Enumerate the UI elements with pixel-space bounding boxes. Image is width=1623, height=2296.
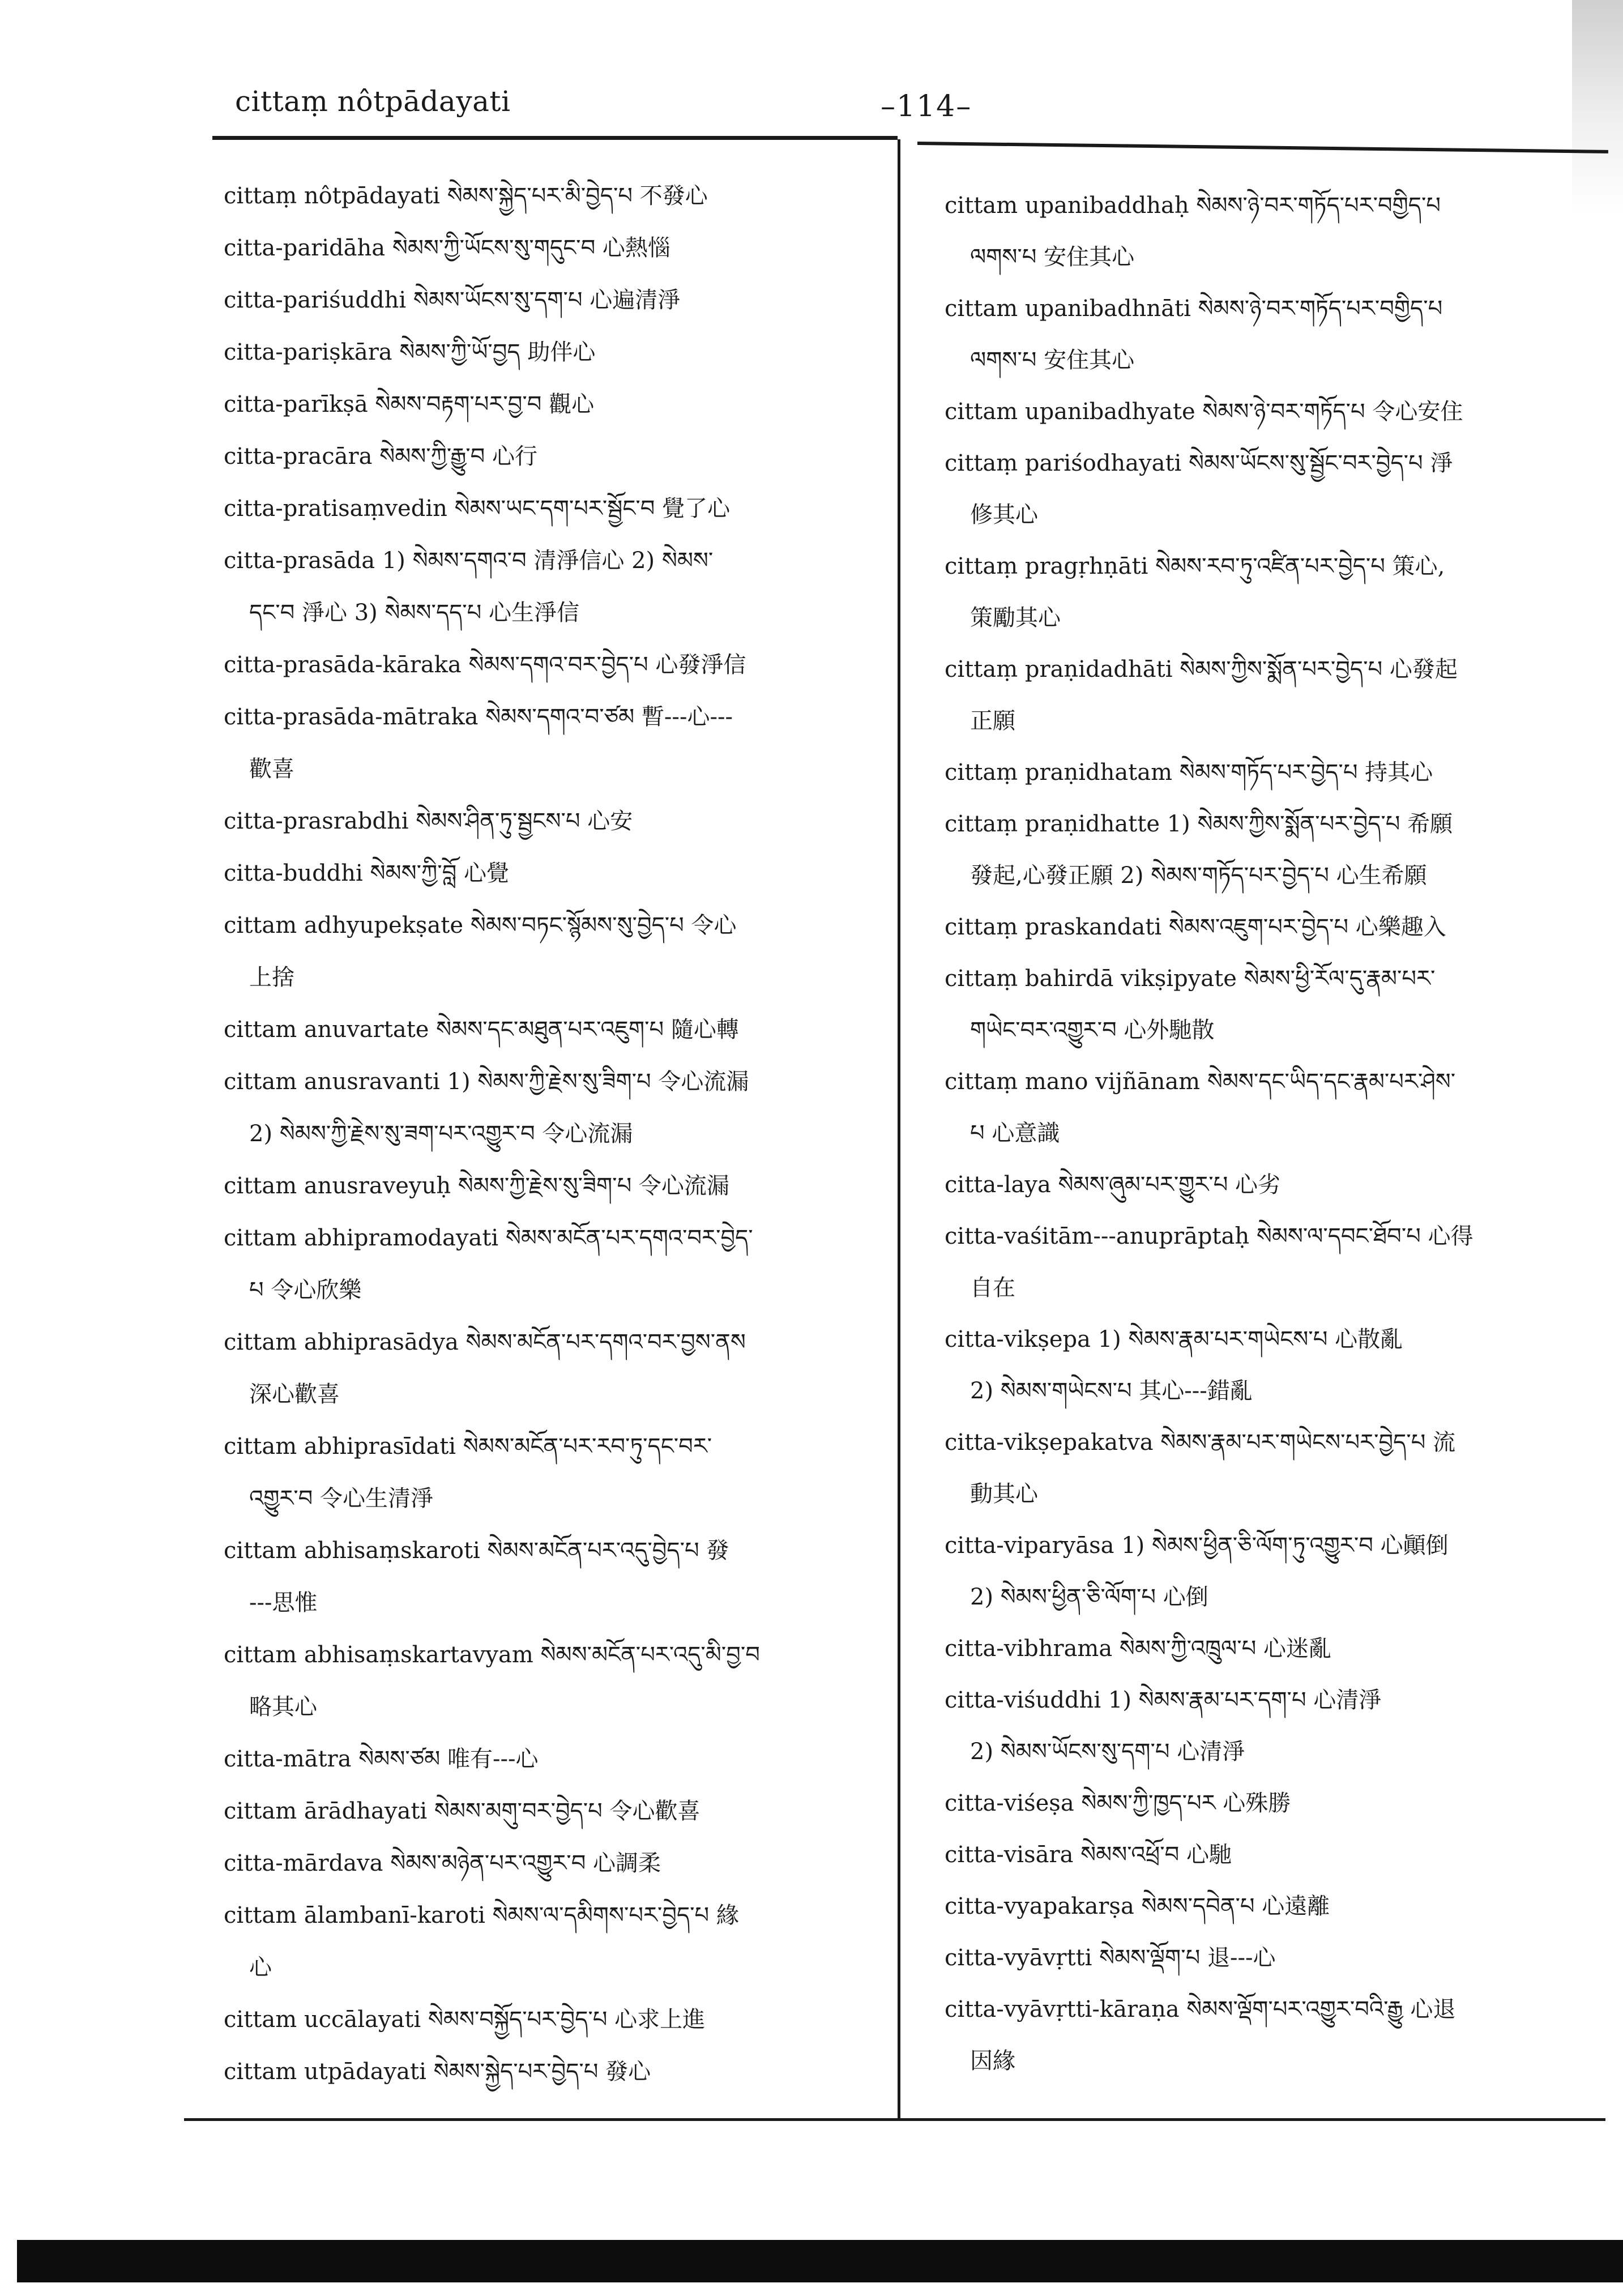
entry-text: citta-laya སེམས་ཞུམ་པར་གྱུར་པ 心劣 <box>945 1172 1281 1198</box>
dictionary-entry <box>224 274 881 326</box>
dictionary-entry <box>224 1837 881 1889</box>
entry-continuation: 2) སེམས་གཡེངས་པ 其心---錯亂 <box>970 1378 1253 1404</box>
dictionary-entry <box>945 386 1601 438</box>
entry-text: citta-parīkṣā སེམས་བརྟག་པར་བྱ་བ 觀心 <box>224 391 595 417</box>
dictionary-entry <box>224 639 881 691</box>
dictionary-entry <box>945 1159 1601 1211</box>
entry-text: citta-prasāda 1) སེམས་དགའ་བ 清淨信心 2) སེམས་ <box>224 548 714 574</box>
left-column <box>224 170 881 2098</box>
dictionary-entry <box>224 1629 881 1733</box>
dictionary-entry <box>224 1056 881 1160</box>
entry-text: cittaṃ praṇidhatam སེམས་གཏོད་པར་བྱེད་པ 持其心 <box>945 759 1433 786</box>
entry-text: citta-pariṣkāra སེམས་ཀྱི་ཡོ་བྱད 助伴心 <box>224 339 596 365</box>
entry-text: citta-prasāda-kāraka སེམས་དགའ་བར་བྱེད་པ 心發淨信 <box>224 652 746 678</box>
entry-continuation: 略其心 <box>249 1694 317 1720</box>
bottom-rule <box>184 2118 1605 2121</box>
entry-text: cittam adhyupekṣate སེམས་བཏང་སྙོམས་སུ་བྱེད་པ 令心 <box>224 912 737 938</box>
right-column <box>945 180 1601 2087</box>
entry-text: cittaṃ praṇidadhāti སེམས་ཀྱིས་སྨོན་པར་བྱེད་པ 心發起 <box>945 656 1458 682</box>
entry-continuation: 動其心 <box>970 1481 1038 1507</box>
entry-text: cittam upanibaddhaḥ སེམས་ཉེ་བར་གཏོད་པར་བགྱིད་པ <box>945 193 1441 219</box>
dictionary-entry <box>945 1778 1601 1829</box>
entry-text: cittam anusraveyuḥ སེམས་ཀྱི་རྗེས་སུ་ཟིག་པ 令心流漏 <box>224 1173 729 1199</box>
entry-text: cittam ālambanī-karoti སེམས་ལ་དམིགས་པར་བྱེད་པ 緣 <box>224 1902 739 1928</box>
dictionary-entry <box>224 1785 881 1837</box>
entry-continuation: པ 心意識 <box>970 1120 1060 1146</box>
entry-text: citta-prasāda-mātraka སེམས་དགའ་བ་ཙམ 暫---心--- <box>224 704 733 730</box>
entry-text: citta-pariśuddhi སེམས་ཡོངས་སུ་དག་པ 心遍清淨 <box>224 287 681 313</box>
dictionary-entry <box>224 1004 881 1056</box>
entry-text: cittam anuvartate སེམས་དང་མཐུན་པར་འཇུག་པ 隨心轉 <box>224 1017 739 1043</box>
dictionary-entry <box>945 644 1601 747</box>
entry-continuation: ---思惟 <box>249 1590 318 1616</box>
dictionary-entry <box>224 691 881 795</box>
entry-continuation: 上捨 <box>249 965 294 991</box>
dictionary-entry <box>945 1675 1601 1778</box>
entry-text: citta-mātra སེམས་ཙམ 唯有---心 <box>224 1746 539 1772</box>
entry-text: cittaṃ pariśodhayati སེམས་ཡོངས་སུ་སྦྱོང་བར་བྱེད་པ 淨 <box>945 450 1453 476</box>
entry-text: citta-vikṣepa 1) སེམས་རྣམ་པར་གཡེངས་པ 心散亂 <box>945 1326 1403 1352</box>
dictionary-entry <box>224 222 881 274</box>
entry-text: cittam upanibadhnāti སེམས་ཉེ་བར་གཏོད་པར་བགྱིད་པ <box>945 296 1443 322</box>
entry-text: citta-mārdava སེམས་མཉེན་པར་འགྱུར་བ 心調柔 <box>224 1850 661 1876</box>
entry-text: citta-vibhrama སེམས་ཀྱི་འཁྲུལ་པ 心迷亂 <box>945 1636 1331 1662</box>
entry-text: citta-viśeṣa སེམས་ཀྱི་ཁྱད་པར 心殊勝 <box>945 1790 1291 1816</box>
entry-continuation: 自在 <box>970 1275 1015 1301</box>
dictionary-entry <box>224 170 881 222</box>
dictionary-entry <box>224 1994 881 2046</box>
entry-text: cittam anusravanti 1) སེམས་ཀྱི་རྗེས་སུ་ཟིག་པ 令心流漏 <box>224 1069 749 1095</box>
dictionary-entry <box>224 1160 881 1212</box>
entry-continuation: 2) སེམས་ཡོངས་སུ་དག་པ 心清淨 <box>970 1739 1245 1765</box>
dictionary-entry <box>945 541 1601 644</box>
entry-text: cittam ārādhayati སེམས་མགུ་བར་བྱེད་པ 令心歡喜 <box>224 1798 701 1824</box>
dictionary-entry <box>945 180 1601 283</box>
running-head: cittaṃ nôtpādayati <box>235 85 511 118</box>
dictionary-entry <box>945 1520 1601 1623</box>
dictionary-entry <box>945 1623 1601 1675</box>
dictionary-entry <box>945 1314 1601 1417</box>
entry-text: cittam upanibadhyate སེམས་ཉེ་བར་གཏོད་པ 令心安住 <box>945 399 1463 425</box>
entry-text: citta-viśuddhi 1) སེམས་རྣམ་པར་དག་པ 心清淨 <box>945 1687 1382 1713</box>
dictionary-entry <box>945 902 1601 953</box>
entry-text: citta-vikṣepakatva སེམས་རྣམ་པར་གཡེངས་པར་བྱེད་པ 流 <box>945 1429 1456 1456</box>
entry-text: citta-pratisaṃvedin སེམས་ཡང་དག་པར་སྦྱོང་བ 覺了心 <box>224 496 731 522</box>
entry-continuation: 歡喜 <box>249 756 294 782</box>
dictionary-entry <box>945 1932 1601 1984</box>
entry-continuation: 心 <box>249 1954 272 1981</box>
dictionary-entry <box>945 747 1601 799</box>
entry-continuation: དང་བ 淨心 3) སེམས་དད་པ 心生淨信 <box>249 600 580 626</box>
dictionary-entry <box>945 283 1601 386</box>
dictionary-entry <box>224 326 881 378</box>
entry-text: cittam abhiprasādya སེམས་མངོན་པར་དགའ་བར་བྱས་ནས <box>224 1329 746 1355</box>
scan-border-band <box>17 2240 1623 2282</box>
entry-text: citta-pracāra སེམས་ཀྱི་རྒྱུ་བ 心行 <box>224 443 537 470</box>
dictionary-entry <box>945 438 1601 541</box>
dictionary-entry <box>224 1316 881 1420</box>
entry-text: cittaṃ nôtpādayati སེམས་སྐྱེད་པར་མི་བྱེད་པ 不發心 <box>224 183 708 209</box>
entry-text: cittaṃ mano vijñānam སེམས་དང་ཡིད་དང་རྣམ་པར་ཤེས་ <box>945 1069 1456 1095</box>
top-rule-left <box>212 136 898 140</box>
entry-text: citta-visāra སེམས་འཕྲོ་བ 心馳 <box>945 1842 1232 1868</box>
entry-text: cittam abhiprasīdati སེམས་མངོན་པར་རབ་ཏུ་དང་བར་ <box>224 1433 712 1459</box>
dictionary-entry <box>945 1829 1601 1881</box>
entry-continuation: ལགས་པ 安住其心 <box>970 244 1135 270</box>
dictionary-entry <box>224 1212 881 1316</box>
dictionary-entry <box>224 2046 881 2098</box>
dictionary-entry <box>224 483 881 535</box>
entry-text: cittam abhipramodayati སེམས་མངོན་པར་དགའ་བར་བྱེད་ <box>224 1225 753 1251</box>
dictionary-entry <box>224 1889 881 1994</box>
entry-text: citta-buddhi སེམས་ཀྱི་བློ 心覺 <box>224 860 509 886</box>
entry-text: cittam abhisaṃskaroti སེམས་མངོན་པར་འདུ་བྱེད་པ 發 <box>224 1538 729 1564</box>
dictionary-entry <box>945 1984 1601 2087</box>
entry-continuation: པ 令心欣樂 <box>249 1277 362 1303</box>
entry-text: cittaṃ praṇidhatte 1) སེམས་ཀྱིས་སྨོན་པར་བྱེད་པ 希願 <box>945 811 1453 837</box>
page-number: –114– <box>881 89 972 123</box>
entry-text: citta-vaśitām---anuprāptaḥ སེམས་ལ་དབང་ཐོབ་པ 心得 <box>945 1223 1473 1249</box>
entry-text: citta-vyapakarṣa སེམས་དབེན་པ 心遠離 <box>945 1893 1330 1919</box>
entry-text: citta-paridāha སེམས་ཀྱི་ཡོངས་སུ་གདུང་བ 心熱惱 <box>224 235 670 261</box>
entry-continuation: ལགས་པ 安住其心 <box>970 347 1135 373</box>
dictionary-entry <box>224 378 881 430</box>
entry-text: citta-prasrabdhi སེམས་ཤིན་ཏུ་སྦྱངས་པ 心安 <box>224 808 633 834</box>
dictionary-entry <box>945 953 1601 1056</box>
entry-text: cittam utpādayati སེམས་སྐྱེད་པར་བྱེད་པ 發心 <box>224 2059 651 2085</box>
entry-continuation: 策勵其心 <box>970 605 1061 631</box>
entry-continuation: 深心歡喜 <box>249 1381 340 1407</box>
entry-continuation: 因緣 <box>970 2048 1015 2074</box>
dictionary-entry <box>945 799 1601 902</box>
dictionary-entry <box>945 1211 1601 1314</box>
entry-text: cittam uccālayati སེམས་བསྐྱོད་པར་བྱེད་པ 心求上進 <box>224 2007 706 2033</box>
dictionary-entry <box>224 1525 881 1629</box>
entry-text: citta-vyāvṛtti-kāraṇa སེམས་ལྡོག་པར་འགྱུར་བའི་རྒྱུ 心退 <box>945 1996 1456 2022</box>
entry-text: cittam abhisaṃskartavyam སེམས་མངོན་པར་འདུ་མི་བྱ་བ <box>224 1642 760 1668</box>
dictionary-entry <box>224 795 881 847</box>
entry-continuation: 2) སེམས་ཀྱི་རྗེས་སུ་ཟག་པར་འགྱུར་བ 令心流漏 <box>249 1121 633 1147</box>
entry-continuation: གཡེང་བར་འགྱུར་བ 心外馳散 <box>970 1017 1215 1043</box>
entry-continuation: 2) སེམས་ཕྱིན་ཅི་ལོག་པ 心倒 <box>970 1584 1208 1610</box>
dictionary-entry <box>224 430 881 483</box>
entry-text: cittaṃ praskandati སེམས་འཇུག་པར་བྱེད་པ 心樂趣入 <box>945 914 1446 940</box>
entry-continuation: 正願 <box>970 708 1015 734</box>
dictionary-entry <box>224 1733 881 1785</box>
dictionary-entry <box>224 1420 881 1525</box>
dictionary-entry <box>945 1056 1601 1159</box>
entry-text: citta-vyāvṛtti སེམས་ལྡོག་པ 退---心 <box>945 1945 1276 1971</box>
entry-text: cittaṃ bahirdā vikṣipyate སེམས་ཕྱི་རོལ་དུ་རྣམ་པར་ <box>945 966 1436 992</box>
dictionary-entry <box>224 847 881 899</box>
entry-continuation: འགྱུར་བ 令心生清淨 <box>249 1486 434 1512</box>
entry-continuation: 發起,心發正願 2) སེམས་གཏོད་པར་བྱེད་པ 心生希願 <box>970 863 1427 889</box>
dictionary-entry <box>224 899 881 1004</box>
entry-text: citta-viparyāsa 1) སེམས་ཕྱིན་ཅི་ལོག་ཏུ་འགྱུར་བ 心顚倒 <box>945 1533 1449 1559</box>
column-divider <box>898 139 900 2119</box>
entry-text: cittaṃ pragṛhṇāti སེམས་རབ་ཏུ་འཛིན་པར་བྱེད་པ 策心, <box>945 553 1445 579</box>
dictionary-entry <box>224 535 881 639</box>
top-rule-right <box>917 142 1608 153</box>
dictionary-entry <box>945 1881 1601 1932</box>
dictionary-entry <box>945 1417 1601 1520</box>
entry-continuation: 修其心 <box>970 502 1038 528</box>
